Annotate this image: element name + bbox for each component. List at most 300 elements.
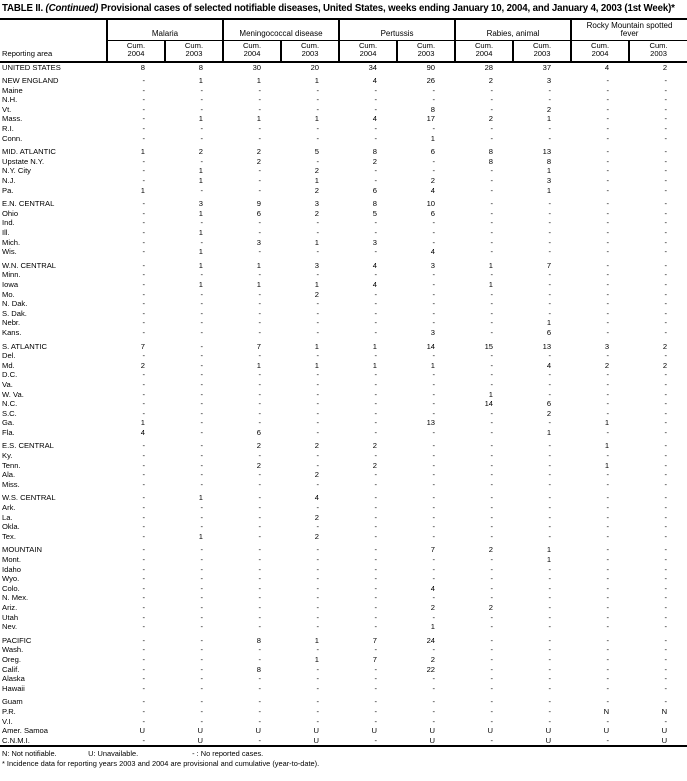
data-cell: - — [142, 602, 145, 612]
data-cell: 2 — [488, 114, 494, 124]
data-cell: - — [374, 706, 378, 716]
row-label: Utah — [2, 612, 19, 622]
data-cell: - — [664, 683, 668, 693]
data-cell: - — [664, 156, 668, 166]
data-cell: 2 — [372, 156, 378, 166]
data-cell: U — [313, 735, 320, 745]
data-cell: - — [490, 228, 494, 237]
data-cell: - — [606, 166, 610, 176]
data-cell: - — [664, 237, 668, 247]
row-label: N.H. — [2, 95, 18, 105]
data-cell: - — [548, 299, 552, 309]
row-label: Tex. — [2, 531, 16, 541]
data-cell: 1 — [314, 341, 320, 351]
data-cell: - — [432, 289, 436, 299]
data-cell: 13 — [426, 418, 436, 428]
data-cell: 20 — [310, 62, 320, 72]
data-cell: - — [316, 308, 320, 318]
data-cell: - — [432, 427, 436, 437]
row-label: Calif. — [2, 664, 20, 674]
row-label: D.C. — [2, 370, 18, 380]
data-cell: - — [432, 522, 436, 532]
data-cell: 8 — [372, 147, 378, 157]
data-cell: 10 — [426, 199, 436, 209]
data-cell: - — [316, 318, 320, 328]
data-cell: - — [664, 379, 668, 389]
data-cell: - — [490, 451, 494, 461]
data-cell: - — [548, 706, 552, 716]
data-cell: 1 — [604, 418, 610, 428]
data-cell: - — [258, 555, 262, 564]
data-cell: - — [258, 85, 262, 95]
data-cell: - — [664, 503, 668, 513]
data-cell: - — [606, 218, 610, 228]
row-va — [0, 380, 687, 390]
data-cell: - — [200, 218, 204, 228]
row-wis — [0, 247, 687, 257]
data-cell: 3 — [546, 76, 552, 86]
data-cell: - — [606, 602, 610, 612]
data-cell: 2 — [256, 441, 262, 451]
data-cell: 8 — [430, 104, 436, 114]
data-cell: 2 — [662, 62, 668, 72]
data-cell: - — [316, 370, 320, 380]
data-cell: - — [142, 124, 145, 134]
data-cell: 1 — [546, 166, 552, 176]
row-s-c — [0, 409, 687, 419]
data-cell: - — [548, 133, 552, 143]
row-label: Guam — [2, 697, 23, 707]
data-cell: - — [142, 531, 145, 541]
data-cell: - — [490, 166, 494, 176]
data-cell: - — [200, 593, 204, 603]
data-cell: - — [664, 716, 668, 726]
data-cell: - — [200, 289, 204, 299]
data-cell: - — [374, 351, 378, 361]
row-tex — [0, 532, 687, 542]
data-cell: - — [548, 247, 552, 257]
data-cell: - — [432, 299, 436, 309]
row-label: Nebr. — [2, 318, 21, 328]
data-cell: 4 — [430, 583, 436, 593]
data-cell: - — [606, 493, 610, 503]
data-cell: - — [258, 522, 262, 532]
data-cell: 1 — [198, 493, 204, 503]
data-cell: - — [142, 228, 145, 237]
data-cell: - — [490, 185, 494, 195]
data-cell: 7 — [546, 260, 552, 270]
data-cell: - — [200, 441, 204, 451]
data-cell: 6 — [546, 327, 552, 337]
data-cell: - — [606, 531, 610, 541]
data-cell: - — [664, 218, 668, 228]
data-cell: - — [548, 460, 552, 470]
data-cell: - — [432, 645, 436, 655]
data-cell: - — [606, 399, 610, 409]
table-continued-note: (Continued) — [45, 3, 99, 14]
data-cell: - — [606, 114, 610, 124]
data-cell: - — [548, 697, 552, 707]
data-cell: - — [548, 95, 552, 105]
data-cell: - — [374, 622, 378, 632]
data-cell: - — [606, 555, 610, 564]
data-cell: 1 — [314, 76, 320, 86]
data-cell: 5 — [314, 147, 320, 157]
data-cell: - — [200, 635, 204, 645]
data-cell: - — [490, 531, 494, 541]
data-cell: - — [258, 531, 262, 541]
row-hawaii — [0, 684, 687, 694]
data-cell: - — [432, 479, 436, 489]
data-cell: - — [606, 674, 610, 684]
data-cell: - — [432, 308, 436, 318]
data-cell: - — [142, 460, 145, 470]
row-miss — [0, 480, 687, 490]
data-cell: - — [374, 735, 378, 745]
data-cell: 3 — [372, 237, 378, 247]
data-cell: - — [490, 270, 494, 280]
data-cell: - — [606, 370, 610, 380]
data-cell: 1 — [256, 76, 262, 86]
data-cell: - — [200, 470, 204, 480]
data-cell: - — [606, 645, 610, 655]
data-cell: - — [548, 308, 552, 318]
row-e-s-central — [0, 441, 687, 451]
data-cell: - — [548, 531, 552, 541]
data-cell: - — [490, 427, 494, 437]
data-cell: - — [432, 460, 436, 470]
data-cell: - — [490, 564, 494, 574]
data-cell: 1 — [314, 176, 320, 186]
row-n-j — [0, 176, 687, 186]
data-cell: - — [490, 583, 494, 593]
data-cell: - — [316, 418, 320, 428]
row-w-s-central — [0, 493, 687, 503]
data-cell: 1 — [198, 531, 204, 541]
data-cell: 3 — [314, 199, 320, 209]
row-mont — [0, 555, 687, 565]
data-cell: 1 — [604, 460, 610, 470]
data-cell: - — [432, 370, 436, 380]
data-cell: - — [374, 697, 378, 707]
column-group-header-row — [0, 19, 687, 41]
column-group-rocky-mountain-spotted-fever: Rocky Mountain spotted fever — [571, 19, 687, 41]
data-cell: - — [664, 124, 668, 134]
data-cell: - — [258, 622, 262, 632]
data-cell: - — [142, 545, 145, 555]
data-cell: 1 — [314, 279, 320, 289]
data-cell: - — [374, 289, 378, 299]
data-cell: - — [374, 133, 378, 143]
data-cell: - — [664, 389, 668, 399]
data-cell: - — [548, 602, 552, 612]
subcolumn-malaria-2004: Cum. 2004 — [107, 40, 165, 61]
data-cell: - — [548, 593, 552, 603]
data-cell: - — [200, 270, 204, 280]
data-cell: - — [316, 95, 320, 105]
data-cell: - — [316, 522, 320, 532]
data-cell: 2 — [372, 441, 378, 451]
data-cell: 1 — [314, 114, 320, 124]
row-e-n-central — [0, 199, 687, 209]
data-cell: - — [142, 451, 145, 461]
data-cell: - — [142, 166, 145, 176]
data-cell: - — [606, 199, 610, 209]
data-cell: - — [490, 379, 494, 389]
data-cell: - — [142, 218, 145, 228]
data-cell: - — [490, 735, 494, 745]
data-cell: - — [374, 555, 378, 564]
data-cell: - — [200, 124, 204, 134]
row-label: Hawaii — [2, 683, 25, 693]
data-cell: - — [664, 85, 668, 95]
data-cell: - — [142, 289, 145, 299]
row-label: Upstate N.Y. — [2, 156, 45, 166]
row-label: UNITED STATES — [2, 62, 61, 72]
data-cell: - — [490, 104, 494, 114]
data-cell: - — [548, 503, 552, 513]
data-cell: - — [258, 697, 262, 707]
data-cell: - — [374, 493, 378, 503]
data-cell: - — [490, 654, 494, 664]
data-cell: N — [603, 706, 610, 716]
data-cell: - — [374, 451, 378, 461]
data-cell: 2 — [256, 156, 262, 166]
data-cell: - — [374, 612, 378, 622]
data-cell: - — [316, 612, 320, 622]
data-cell: 1 — [488, 260, 494, 270]
subcolumn-meningococcal-disease-2003: Cum. 2003 — [281, 40, 339, 61]
data-cell: - — [490, 441, 494, 451]
data-cell: 1 — [488, 389, 494, 399]
row-label: C.N.M.I. — [2, 735, 30, 745]
row-label: MOUNTAIN — [2, 545, 42, 555]
row-utah — [0, 613, 687, 623]
data-cell: - — [606, 208, 610, 218]
row-label: Amer. Samoa — [2, 726, 49, 736]
row-r-i — [0, 124, 687, 134]
data-cell: - — [142, 564, 145, 574]
data-cell: - — [200, 104, 204, 114]
data-cell: - — [548, 479, 552, 489]
data-cell: - — [664, 593, 668, 603]
data-cell: - — [200, 645, 204, 655]
data-cell: - — [606, 327, 610, 337]
data-cell: - — [664, 493, 668, 503]
data-cell: 1 — [198, 260, 204, 270]
data-cell: - — [374, 522, 378, 532]
data-cell: 8 — [256, 664, 262, 674]
data-cell: 28 — [484, 62, 494, 72]
data-cell: - — [606, 185, 610, 195]
data-cell: - — [606, 237, 610, 247]
data-cell: - — [664, 299, 668, 309]
data-cell: - — [432, 95, 436, 105]
data-cell: - — [258, 479, 262, 489]
data-cell: - — [258, 583, 262, 593]
data-cell: - — [374, 683, 378, 693]
data-cell: - — [606, 408, 610, 418]
data-cell: 2 — [372, 460, 378, 470]
data-cell: - — [142, 583, 145, 593]
data-cell: - — [664, 522, 668, 532]
data-cell: 1 — [372, 360, 378, 370]
data-cell: - — [664, 176, 668, 186]
row-label: Vt. — [2, 104, 12, 114]
data-cell: - — [258, 185, 262, 195]
data-cell: 34 — [368, 62, 378, 72]
data-cell: - — [142, 308, 145, 318]
data-cell: - — [142, 156, 145, 166]
data-cell: 2 — [314, 512, 320, 522]
legend-unavailable: U: Unavailable. — [88, 749, 139, 759]
data-cell: - — [142, 674, 145, 684]
data-cell: - — [490, 645, 494, 655]
data-cell: - — [258, 574, 262, 584]
data-cell: - — [258, 493, 262, 503]
data-cell: - — [142, 706, 145, 716]
data-cell: - — [316, 228, 320, 237]
data-cell: 7 — [372, 654, 378, 664]
data-cell: - — [548, 635, 552, 645]
row-pacific — [0, 636, 687, 646]
data-cell: - — [606, 564, 610, 574]
data-cell: - — [548, 208, 552, 218]
data-cell: - — [548, 124, 552, 134]
row-label: Va. — [2, 379, 13, 389]
data-cell: - — [200, 156, 204, 166]
data-cell: - — [142, 279, 145, 289]
column-group-pertussis: Pertussis — [339, 19, 455, 41]
data-cell: - — [606, 683, 610, 693]
row-label: Ark. — [2, 503, 16, 513]
data-cell: - — [664, 470, 668, 480]
data-cell: - — [606, 176, 610, 186]
data-cell: - — [258, 593, 262, 603]
data-cell: 8 — [488, 156, 494, 166]
data-cell: - — [374, 228, 378, 237]
data-cell: - — [606, 479, 610, 489]
data-cell: - — [374, 379, 378, 389]
data-cell: - — [142, 622, 145, 632]
data-cell: - — [432, 574, 436, 584]
data-cell: 3 — [430, 260, 436, 270]
data-cell: - — [606, 76, 610, 86]
data-cell: - — [606, 522, 610, 532]
data-cell: - — [258, 735, 262, 745]
data-cell: - — [142, 635, 145, 645]
row-mo — [0, 290, 687, 300]
data-cell: 14 — [426, 341, 436, 351]
data-cell: - — [316, 351, 320, 361]
data-cell: - — [200, 522, 204, 532]
data-cell: - — [374, 664, 378, 674]
row-maine — [0, 86, 687, 96]
row-ohio — [0, 209, 687, 219]
row-label: Pa. — [2, 185, 14, 195]
data-cell: - — [490, 124, 494, 134]
data-cell: - — [432, 279, 436, 289]
row-n-mex — [0, 593, 687, 603]
subcolumn-rocky-mountain-spotted-fever-2003: Cum. 2003 — [629, 40, 687, 61]
data-cell: - — [258, 470, 262, 480]
data-cell: - — [490, 351, 494, 361]
data-cell: - — [374, 299, 378, 309]
data-cell: - — [142, 479, 145, 489]
row-label: Tenn. — [2, 460, 21, 470]
data-cell: - — [142, 593, 145, 603]
row-okla — [0, 522, 687, 532]
row-label: Fla. — [2, 427, 15, 437]
data-cell: 2 — [488, 545, 494, 555]
row-label: MID. ATLANTIC — [2, 147, 56, 157]
data-cell: - — [316, 85, 320, 95]
data-cell: 4 — [140, 427, 145, 437]
data-cell: - — [548, 574, 552, 584]
data-cell: - — [432, 218, 436, 228]
data-cell: - — [664, 697, 668, 707]
data-cell: - — [200, 237, 204, 247]
data-cell: - — [548, 512, 552, 522]
data-cell: - — [606, 379, 610, 389]
data-cell: - — [432, 493, 436, 503]
subcolumn-pertussis-2004: Cum. 2004 — [339, 40, 397, 61]
row-label: Wis. — [2, 247, 17, 257]
row-label: Nev. — [2, 622, 18, 632]
data-cell: - — [316, 545, 320, 555]
data-cell: - — [316, 645, 320, 655]
data-cell: - — [258, 247, 262, 257]
data-cell: 37 — [542, 62, 552, 72]
data-cell: - — [142, 470, 145, 480]
row-label: Miss. — [2, 479, 20, 489]
data-cell: - — [200, 622, 204, 632]
data-cell: - — [142, 260, 145, 270]
data-cell: 1 — [140, 147, 145, 157]
data-cell: 6 — [372, 185, 378, 195]
data-cell: 4 — [430, 185, 436, 195]
data-cell: - — [258, 545, 262, 555]
row-label: Ariz. — [2, 602, 18, 612]
table-header — [0, 19, 687, 62]
data-cell: - — [258, 602, 262, 612]
data-cell: - — [432, 593, 436, 603]
data-cell: - — [374, 512, 378, 522]
data-cell: - — [258, 645, 262, 655]
data-cell: 1 — [256, 360, 262, 370]
row-nev — [0, 622, 687, 632]
row-label: Conn. — [2, 133, 23, 143]
row-upstate-n-y — [0, 157, 687, 167]
row-label: N.J. — [2, 176, 16, 186]
row-label: Ga. — [2, 418, 15, 428]
data-cell: - — [316, 574, 320, 584]
data-cell: - — [200, 664, 204, 674]
data-cell: - — [258, 351, 262, 361]
data-cell: - — [142, 327, 145, 337]
data-cell: - — [606, 270, 610, 280]
data-cell: - — [316, 104, 320, 114]
data-cell: U — [255, 726, 262, 736]
data-cell: 6 — [430, 147, 436, 157]
row-label: P.R. — [2, 706, 16, 716]
data-cell: - — [374, 399, 378, 409]
data-cell: - — [490, 327, 494, 337]
data-cell: 4 — [314, 493, 320, 503]
data-cell: - — [374, 479, 378, 489]
data-cell: - — [490, 199, 494, 209]
row-ky — [0, 451, 687, 461]
